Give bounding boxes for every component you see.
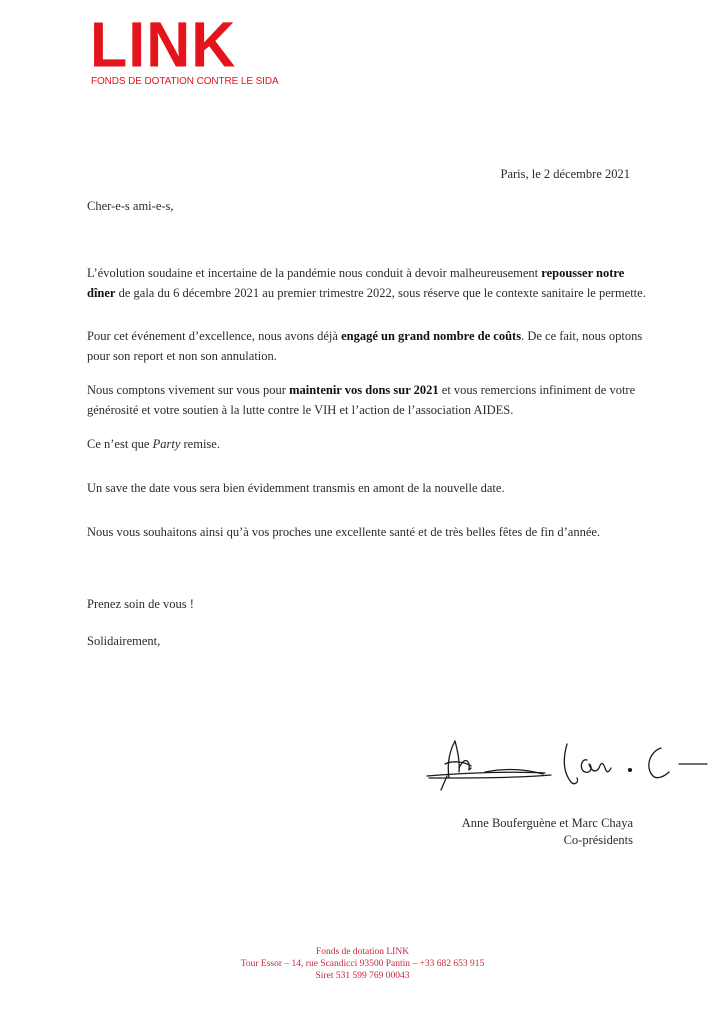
link-logo <box>90 8 279 87</box>
paragraph-1-start: L’évolution soudaine et incertaine de la pandémie nous conduit à devoir malheureusement <box>87 266 542 280</box>
logo-wordmark: LINK <box>90 8 237 80</box>
signer-names: Anne Bouferguène et Marc Chaya <box>461 816 633 830</box>
paragraph-3-emphasis: maintenir vos dons sur 2021 <box>289 383 439 397</box>
signer-title: Co-présidents <box>563 833 633 847</box>
greeting: Cher-e-s ami-e-s, <box>87 199 174 213</box>
signature-drawing <box>425 738 715 798</box>
paragraph-4-start: Ce n’est que <box>87 437 153 451</box>
logo-subtitle: FONDS DE DOTATION CONTRE LE SIDA <box>91 76 279 87</box>
footer-line-3: Siret 531 599 769 00043 <box>315 971 410 981</box>
closing-line-1: Prenez soin de vous ! <box>87 597 194 611</box>
letter-date: Paris, le 2 décembre 2021 <box>500 167 630 181</box>
paragraph-2 <box>87 326 652 366</box>
paragraph-1-emphasis: repousser notre dîner <box>87 266 625 300</box>
paragraph-2-emphasis: engagé un grand nombre de coûts <box>341 329 522 343</box>
paragraph-1 <box>87 263 652 303</box>
paragraph-4 <box>87 434 652 454</box>
paragraph-4-italic: Party <box>152 437 181 451</box>
paragraph-3 <box>87 380 652 420</box>
closing-line-2: Solidairement, <box>87 634 161 648</box>
handwritten-signatures <box>425 738 715 803</box>
paragraph-5: Un save the date vous sera bien évidemment transmis en amont de la nouvelle date. <box>87 481 505 495</box>
paragraph-4-end: remise. <box>180 437 220 451</box>
footer <box>0 946 725 982</box>
paragraph-3-start: Nous comptons vivement sur vous pour <box>87 383 290 397</box>
footer-line-2: Tour Essor – 14, rue Scandicci 93500 Pantin – +33 682 653 915 <box>240 959 485 969</box>
signers-block <box>462 815 633 849</box>
paragraph-2-start: Pour cet événement d’excellence, nous avons déjà <box>87 329 342 343</box>
footer-line-1: Fonds de dotation LINK <box>315 947 410 957</box>
paragraph-1-end: de gala du 6 décembre 2021 au premier trimestre 2022, sous réserve que le contexte sanitaire le permette. <box>115 286 646 300</box>
paragraph-3-end: et vous remercions infiniment de votre générosité et votre soutien à la lutte contre le VIH et l’action de l’association AIDES. <box>87 383 636 417</box>
paragraph-6: Nous vous souhaitons ainsi qu’à vos proches une excellente santé et de très belles fêtes de fin d’année. <box>87 525 601 539</box>
paragraph-2-end: . De ce fait, nous optons pour son report et non son annulation. <box>87 329 643 363</box>
